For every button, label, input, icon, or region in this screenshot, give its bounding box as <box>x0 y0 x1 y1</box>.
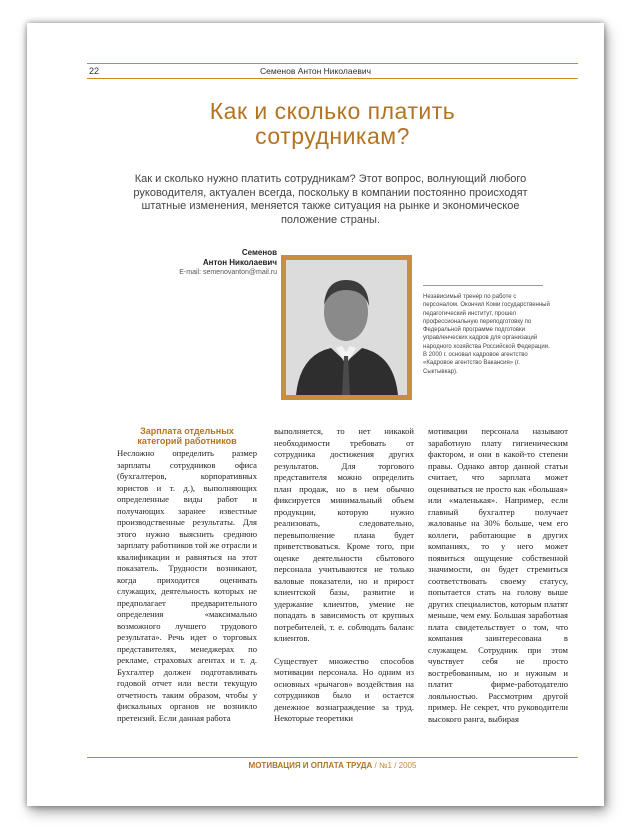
article-title <box>87 99 578 149</box>
author-bio: Независимый тренер по работе с персоналом. Окончил Коми государственный педагогический институт, прошел профессиональную переподготовку по Федеральной программе подготовки управленческих кадров для организаций народного хозяйства Российской Федерации. В 2000 г. основал кадровое агентство «Кадровое агентство Вакансия» (г. Сыктывкар). <box>423 294 550 375</box>
author-email: E-mail: semenovanton@mail.ru <box>179 269 277 276</box>
column-2-text-a: выполняется, то нет никакой необходимости требовать от сотрудника достижения других результатов. Для торгового представителя можно определить план продаж, но в нем обычно фиксируется минимальный объем продукции, которую нужно реализовать, следовательно, перевыполнение плана будет приветствоваться. Кроме того, при оценке деятельности сбытового персонала учитываются не только валовые показатели, но и прирост клиентской базы, развитие и удержание клиентов, умение не попадать в зависимость от крупных потребителей, т. е. соблюдать баланс клиентов. <box>274 426 414 643</box>
bio-rule <box>423 285 543 286</box>
running-head: Семенов Антон Николаевич <box>259 66 372 76</box>
magazine-page <box>27 23 604 806</box>
column-3-text: мотивации персонала называют заработную плату гигиеническим фактором, и они в какой-то степени правы. Однако автор данной статьи считает, что зарплата может оцениваться не просто как «большая» или «маленькая». Например, если главный бухгалтер получает жалованье на 30% больше, чем его коллеги, работающие в других компаниях, то у него может появиться ощущение собственной значимости, он будет стремиться соответствовать своему статусу, попытается стать на голову выше других специалистов, которым платят меньше, чем ему. Большая заработная плата свидетельствует о том, что компания заинтересована в служащем. Сотрудник при этом чувствует себя не просто востребованным, но и нужным и платит фирме-работодателю лояльностью. Рассмотрим другой пример. Не секрет, что руководители высокого ранга, выбирая <box>428 426 568 724</box>
author-surname: Семенов <box>241 248 277 257</box>
footer <box>87 761 578 770</box>
footer-magazine: МОТИВАЦИЯ И ОПЛАТА ТРУДА <box>248 761 373 770</box>
portrait-image <box>286 260 407 395</box>
lead-paragraph: Как и сколько нужно платить сотрудникам? Этот вопрос, волнующий любого руководителя, актуален всегда, поскольку в компании постоянно происходят штатные изменения, меняется также ситуация на рынке и экономическое положение страны. <box>133 173 528 226</box>
header-rule <box>87 63 578 64</box>
page-number: 22 <box>89 66 100 76</box>
title-line-2: сотрудникам? <box>255 123 410 149</box>
author-name: Антон Николаевич <box>202 258 277 267</box>
column-2 <box>274 426 414 725</box>
header-rule-bottom <box>87 78 578 79</box>
section-heading: Зарплата отдельных категорий работников <box>137 426 237 446</box>
author-photo-frame <box>281 255 412 400</box>
column-3 <box>428 426 568 725</box>
footer-issue: / №1 / 2005 <box>372 761 417 770</box>
column-2-text-b: Существует множество способов мотивации персонала. Но одним из основных «рычагов» воздействия на сотрудников было и остается денежное вознаграждение за труд. Некоторые теоретики <box>274 655 414 723</box>
author-block <box>127 248 277 278</box>
column-1-text: Несложно определить размер зарплаты сотрудников офиса (бухгалтеров, корпоративных юристов и т. д.), выполняющих определенные виды работ и получающих заранее известные производственные результаты. Для этого нужно выяснить среднюю зарплату работников той же отрасли и квалификации и равняться на этот показатель. Трудности возникают, когда приходится оценивать служащих, деятельность которых не предполагает предварительного определения «максимально возможного лучшего трудового результата». Речь идет о торговых представителях, менеджерах по рекламе, страховых агентах и т. д. Бухгалтер должен подготавливать годовой отчет или вести текущую отчетность таким образом, чтобы у фискальных органов не возникло претензий. Если данная работа <box>117 448 258 723</box>
footer-rule <box>87 757 578 758</box>
column-1 <box>117 426 257 724</box>
title-line-1: Как и сколько платить <box>209 98 456 124</box>
author-photo <box>286 260 407 395</box>
